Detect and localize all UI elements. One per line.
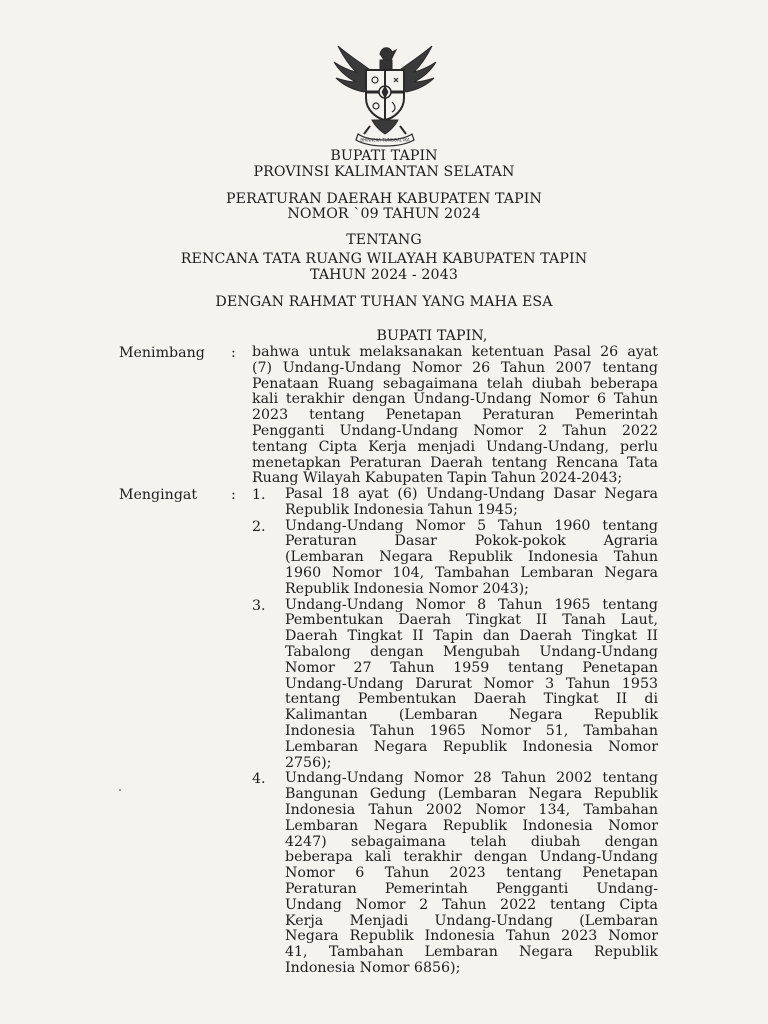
svg-text:BHINNEKA TUNGGAL IKA: BHINNEKA TUNGGAL IKA [360, 137, 410, 143]
text-line: 41, Tambahan Lembaran Negara Republik [285, 944, 658, 961]
text-line: Undang-Undang Nomor 5 Tahun 1960 tentang [285, 517, 658, 534]
text-line: Undang Nomor 2 Tahun 2022 tentang Cipta [285, 896, 658, 913]
text-line: Indonesia Nomor 6856); [285, 959, 461, 976]
text-line: Nomor 6 Tahun 2023 tentang Penetapan [285, 865, 658, 882]
menimbang-paragraph [252, 345, 658, 487]
heading-nomor: NOMOR `09 TAHUN 2024 [287, 206, 481, 222]
text-line: (7) Undang-Undang Nomor 26 Tahun 2007 tentang [252, 359, 658, 376]
text-line: beberapa kali terakhir dengan Undang-Undang [285, 849, 658, 866]
text-line: Lembaran Negara Republik Indonesia Nomor [285, 817, 658, 834]
text-line: Daerah Tingkat II Tapin dan Daerah Tingkat II [285, 628, 658, 645]
text-line: Tabalong dengan Mengubah Undang-Undang [285, 643, 658, 660]
menimbang-label: Menimbang [119, 345, 205, 361]
list-item-number: 2. [252, 518, 266, 535]
text-line: Undang-Undang Darurat Nomor 3 Tahun 1953 [285, 675, 658, 692]
list-item [285, 487, 658, 519]
text-line: Ruang Wilayah Kabupaten Tapin Tahun 2024-2043; [252, 470, 623, 487]
text-line: Lembaran Negara Republik Indonesia Nomor [285, 738, 658, 755]
text-line: Republik Indonesia Tahun 1945; [285, 501, 518, 518]
text-line: bahwa untuk melaksanakan ketentuan Pasal 26 ayat [252, 344, 658, 360]
text-line: Kalimantan (Lembaran Negara Republik [285, 707, 658, 724]
text-line: Peraturan Dasar Pokok-pokok Agraria [285, 533, 658, 550]
text-line: Indonesia Tahun 2002 Nomor 134, Tambahan [285, 801, 658, 818]
text-line: Pasal 18 ayat (6) Undang-Undang Dasar Negara [285, 486, 658, 502]
text-line: tentang Pembentukan Daerah Tingkat II di [285, 691, 658, 708]
text-line: 1960 Nomor 104, Tambahan Lembaran Negara [285, 564, 658, 581]
text-line: Kerja Menjadi Undang-Undang (Lembaran [285, 912, 658, 929]
text-line: Pengganti Undang-Undang Nomor 2 Tahun 2022 [252, 422, 658, 439]
text-line: Undang-Undang Nomor 8 Tahun 1965 tentang [285, 596, 658, 613]
list-item [285, 771, 658, 976]
text-line: Penataan Ruang sebagaimana telah diubah beberapa [252, 375, 658, 392]
text-line: 2756); [285, 754, 332, 771]
text-line: Indonesia Tahun 1965 Nomor 51, Tambahan [285, 722, 658, 739]
heading-tentang: TENTANG [346, 232, 422, 248]
text-line: Republik Indonesia Nomor 2043); [285, 580, 529, 597]
heading-bupati: BUPATI TAPIN [330, 148, 438, 164]
list-item-number: 4. [252, 771, 266, 788]
heading-rahmat: DENGAN RAHMAT TUHAN YANG MAHA ESA [215, 294, 553, 310]
text-line: Negara Republik Indonesia Tahun 2023 Nomor [285, 928, 658, 945]
heading-tahun: TAHUN 2024 - 2043 [310, 267, 458, 283]
heading-bupati-tapin: BUPATI TAPIN, [376, 328, 488, 344]
text-line: tentang Cipta Kerja menjadi Undang-Undang, perlu [252, 438, 658, 455]
text-line: 2023 tentang Penetapan Peraturan Pemerintah [252, 407, 658, 424]
list-item-number: 1. [252, 487, 266, 503]
text-line: Peraturan Pemerintah Pengganti Undang- [285, 880, 658, 897]
text-line: (Lembaran Negara Republik Indonesia Tahun [285, 549, 658, 566]
menimbang-colon: : [231, 345, 236, 361]
mengingat-colon: : [231, 487, 236, 503]
text-line: menetapkan Peraturan Daerah tentang Rencana Tata [252, 454, 658, 471]
scan-speck [119, 789, 121, 791]
text-line: Pembentukan Daerah Tingkat II Tanah Laut, [285, 612, 658, 629]
text-line: 4247) sebagaimana telah diubah dengan [285, 833, 658, 850]
list-item [285, 519, 658, 598]
list-item [285, 598, 658, 772]
text-line: Bangunan Gedung (Lembaran Negara Republik [285, 786, 658, 803]
mengingat-label: Mengingat [119, 487, 198, 503]
garuda-emblem-icon [330, 36, 440, 148]
heading-provinsi: PROVINSI KALIMANTAN SELATAN [253, 164, 515, 180]
heading-peraturan: PERATURAN DAERAH KABUPATEN TAPIN [226, 191, 542, 207]
text-line: Nomor 27 Tahun 1959 tentang Penetapan [285, 659, 658, 676]
text-line: Undang-Undang Nomor 28 Tahun 2002 tentang [285, 770, 658, 787]
list-item-number: 3. [252, 597, 266, 614]
text-line: kali terakhir dengan Undang-Undang Nomor 6 Tahun [252, 391, 658, 408]
heading-rencana: RENCANA TATA RUANG WILAYAH KABUPATEN TAPIN [180, 251, 588, 267]
